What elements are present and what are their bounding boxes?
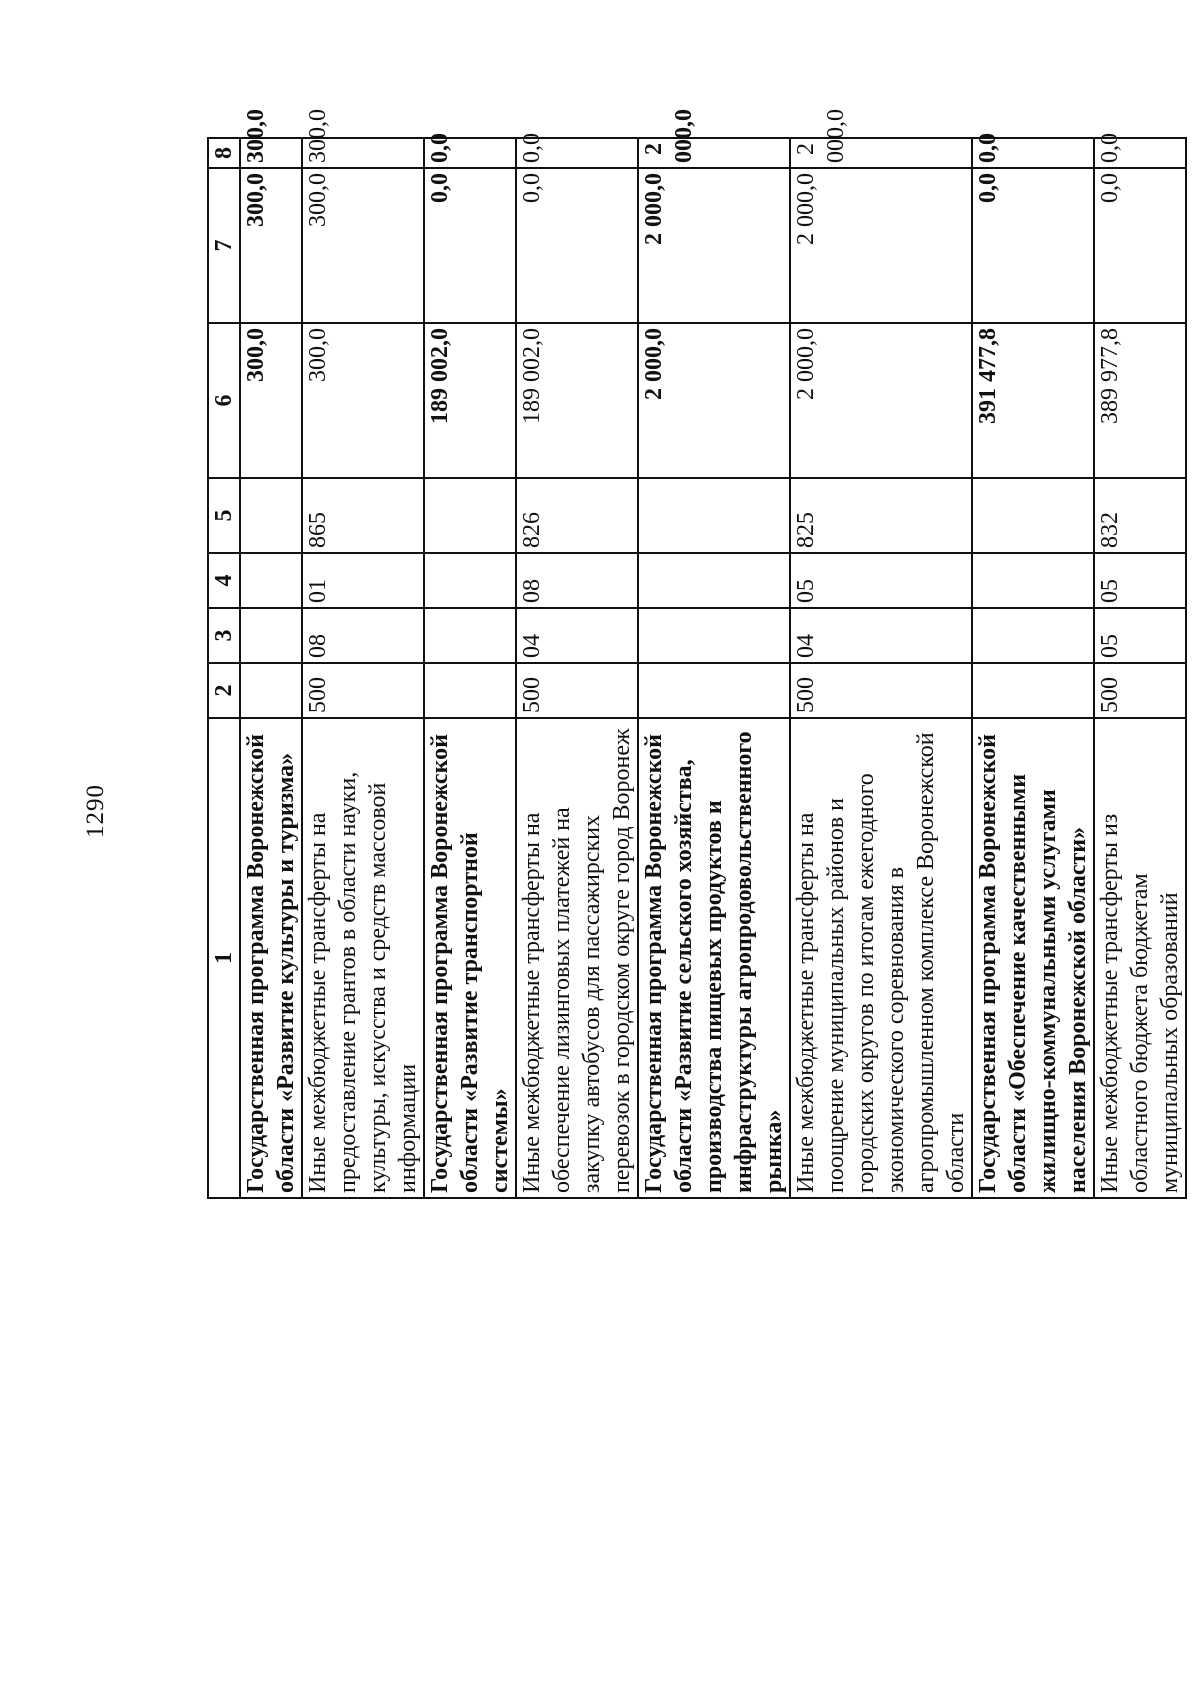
row-col-8: 300,0 [302, 138, 424, 168]
row-col-6: 300,0 [240, 323, 302, 478]
row-col-2 [424, 663, 516, 718]
row-col-5: 825 [790, 478, 972, 553]
header-row [208, 138, 240, 1198]
row-col-5 [424, 478, 516, 553]
row-col-7: 300,0 [302, 168, 424, 323]
row-col-4: 08 [516, 553, 638, 608]
budget-table [207, 109, 1187, 1199]
table-container [207, 109, 1183, 1199]
header-col-2: 2 [208, 663, 240, 718]
row-col-7: 0,0 [424, 168, 516, 323]
row-name: Государственная программа Воронежской области «Развитие сельского хозяйства, производства пищевых продуктов и инфраструктуры агропродовольственного рынка» [638, 718, 790, 1198]
row-col-2 [638, 663, 790, 718]
row-col-4: 05 [1094, 553, 1186, 608]
row-col-2 [972, 663, 1094, 718]
row-col-3 [638, 608, 790, 663]
row-col-4: 05 [790, 553, 972, 608]
row-col-3 [424, 608, 516, 663]
row-col-2 [240, 663, 302, 718]
table-row [516, 138, 638, 1198]
table-row [1094, 138, 1186, 1198]
row-col-5 [240, 478, 302, 553]
page-number: 1290 [82, 784, 109, 838]
table-row [972, 138, 1094, 1198]
row-col-8: 2 000,0 [638, 138, 790, 168]
row-col-2: 500 [1094, 663, 1186, 718]
header-col-5: 5 [208, 478, 240, 553]
row-col-5: 865 [302, 478, 424, 553]
row-col-5: 826 [516, 478, 638, 553]
row-col-7: 0,0 [972, 168, 1094, 323]
row-col-6: 2 000,0 [790, 323, 972, 478]
row-col-5 [638, 478, 790, 553]
header-col-1: 1 [208, 718, 240, 1198]
row-col-7: 0,0 [516, 168, 638, 323]
row-col-3: 04 [790, 608, 972, 663]
table-row [424, 138, 516, 1198]
row-name: Государственная программа Воронежской области «Обеспечение качественными жилищно-коммунальными услугами населения Воронежской области» [972, 718, 1094, 1198]
row-col-2: 500 [790, 663, 972, 718]
row-col-8: 300,0 [240, 138, 302, 168]
row-col-2: 500 [516, 663, 638, 718]
row-col-4 [240, 553, 302, 608]
header-col-7: 7 [208, 168, 240, 323]
row-col-8: 0,0 [516, 138, 638, 168]
row-col-5 [972, 478, 1094, 553]
row-name: Иные межбюджетные трансферты на поощрение муниципальных районов и городских округов по итогам ежегодного экономического соревнования в агропромышленном комплексе Воронежской области [790, 718, 972, 1198]
table-row [638, 138, 790, 1198]
row-name: Иные межбюджетные трансферты из областного бюджета бюджетам муниципальных образований [1094, 718, 1186, 1198]
row-col-6: 389 977,8 [1094, 323, 1186, 478]
row-col-6: 300,0 [302, 323, 424, 478]
row-col-6: 2 000,0 [638, 323, 790, 478]
row-col-3: 04 [516, 608, 638, 663]
row-col-3 [972, 608, 1094, 663]
row-col-2: 500 [302, 663, 424, 718]
row-col-7: 2 000,0 [790, 168, 972, 323]
row-col-6: 189 002,0 [516, 323, 638, 478]
header-col-8: 8 [208, 138, 240, 168]
row-col-6: 391 477,8 [972, 323, 1094, 478]
header-col-4: 4 [208, 553, 240, 608]
table-row [790, 138, 972, 1198]
row-col-7: 2 000,0 [638, 168, 790, 323]
header-col-6: 6 [208, 323, 240, 478]
row-name: Иные межбюджетные трансферты на обеспечение лизинговых платежей на закупку автобусов для пассажирских перевозок в городском округе город Воронеж [516, 718, 638, 1198]
row-name: Государственная программа Воронежской области «Развитие транспортной системы» [424, 718, 516, 1198]
row-col-8: 0,0 [1094, 138, 1186, 168]
row-col-7: 300,0 [240, 168, 302, 323]
row-name: Иные межбюджетные трансферты на предоставление грантов в области науки, культуры, искусства и средств массовой информации [302, 718, 424, 1198]
row-col-7: 0,0 [1094, 168, 1186, 323]
row-col-8: 2 000,0 [790, 138, 972, 168]
row-col-6: 189 002,0 [424, 323, 516, 478]
row-col-5: 832 [1094, 478, 1186, 553]
row-col-4 [424, 553, 516, 608]
row-col-4 [638, 553, 790, 608]
row-col-8: 0,0 [972, 138, 1094, 168]
header-col-3: 3 [208, 608, 240, 663]
row-col-4: 01 [302, 553, 424, 608]
row-col-4 [972, 553, 1094, 608]
table-row [302, 138, 424, 1198]
row-col-3: 05 [1094, 608, 1186, 663]
row-col-3 [240, 608, 302, 663]
row-name: Государственная программа Воронежской области «Развитие культуры и туризма» [240, 718, 302, 1198]
row-col-8: 0,0 [424, 138, 516, 168]
table-row [240, 138, 302, 1198]
row-col-3: 08 [302, 608, 424, 663]
